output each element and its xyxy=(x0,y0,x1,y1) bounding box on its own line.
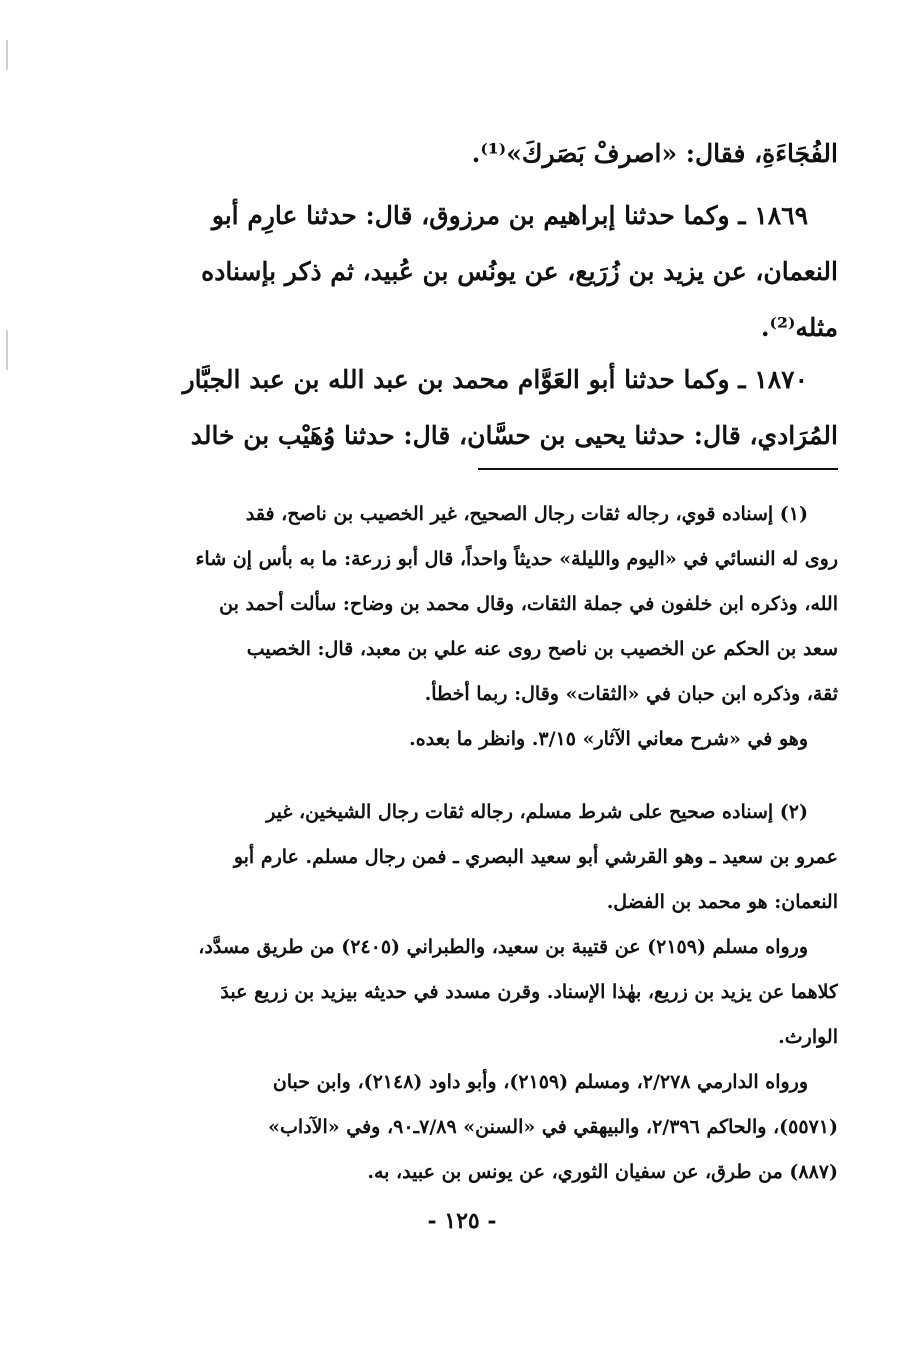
text-line: مثله⁽²⁾. xyxy=(760,313,838,342)
scan-edge-mark xyxy=(6,330,8,370)
footnote-line: (١) إسناده قوي، رجاله ثقات رجال الصحيح، غير الخصيب بن ناصح، فقد xyxy=(245,503,808,525)
footnote-line: (٥٥٧١)، والحاكم ٢/٣٩٦، والبيهقي في «السنن» ٧/٨٩ـ٩٠، وفي «الآداب» xyxy=(268,1116,838,1138)
hadith-1870 xyxy=(128,352,838,464)
footnote-line: وهو في «شرح معاني الآثار» ٣/١٥. وانظر ما بعده. xyxy=(409,728,808,750)
footnote-line: النعمان: هو محمد بن الفضل. xyxy=(606,891,838,913)
footnote-2-paragraph-a xyxy=(128,925,838,1060)
footnote-2 xyxy=(128,790,838,925)
main-paragraph-1 xyxy=(128,126,838,182)
scan-edge-mark xyxy=(6,40,8,70)
text-line: الفُجَاءَةِ، فقال: «اصرفْ بَصَركَ»⁽¹⁾. xyxy=(471,139,838,168)
text-line: ١٨٦٩ ـ وكما حدثنا إبراهيم بن مرزوق، قال: حدثنا عارِم أبو xyxy=(211,201,808,230)
footnote-line: ورواه الدارمي ٢/٢٧٨، ومسلم (٢١٥٩)، وأبو داود (٢١٤٨)، وابن حبان xyxy=(272,1071,808,1093)
page-number: - ١٢٥ - xyxy=(427,1208,497,1234)
footnote-line: كلاهما عن يزيد بن زريع، بهٰذا الإسناد. وقرن مسدد في حديثه بيزيد بن زريع عبدَ xyxy=(220,981,838,1003)
text-line: المُرَادي، قال: حدثنا يحيى بن حسَّان، قال: حدثنا وُهَيْب بن خالد xyxy=(190,421,838,450)
footnote-2-paragraph-b xyxy=(128,1060,838,1195)
footnote-line: ورواه مسلم (٢١٥٩) عن قتيبة بن سعيد، والطبراني (٢٤٠٥) من طريق مسدَّد، xyxy=(198,936,808,958)
footnote-line: (٢) إسناده صحيح على شرط مسلم، رجاله ثقات رجال الشيخين، غير xyxy=(266,801,808,823)
hadith-1869 xyxy=(128,188,838,356)
footnote-1 xyxy=(128,492,838,762)
footnote-separator xyxy=(478,468,838,470)
footnote-line: الوارث. xyxy=(778,1026,838,1048)
text-line: ١٨٧٠ ـ وكما حدثنا أبو العَوَّام محمد بن عبد الله بن عبد الجبَّار xyxy=(182,365,808,394)
footnote-line: الله، وذكره ابن خلفون في جملة الثقات، وقال محمد بن وضاح: سألت أحمد بن xyxy=(219,593,838,615)
text-line: النعمان، عن يزيد بن زُرَيع، عن يونُس بن عُبيد، ثم ذكر بإسناده xyxy=(201,257,838,286)
footnote-line: روى له النسائي في «اليوم والليلة» حديثاً واحداً، قال أبو زرعة: ما به بأس إن شاء xyxy=(195,548,838,570)
footnote-line: سعد بن الحكم عن الخصيب بن ناصح روى عنه علي بن معبد، قال: الخصيب xyxy=(246,638,838,660)
footnote-line: ثقة، وذكره ابن حبان في «الثقات» وقال: ربما أخطأ. xyxy=(424,683,838,705)
footnote-line: (٨٨٧) من طرق، عن سفيان الثوري، عن يونس بن عبيد، به. xyxy=(367,1161,838,1183)
footnote-line: عمرو بن سعيد ـ وهو القرشي أبو سعيد البصري ـ فمن رجال مسلم. عارم أبو xyxy=(233,846,838,868)
